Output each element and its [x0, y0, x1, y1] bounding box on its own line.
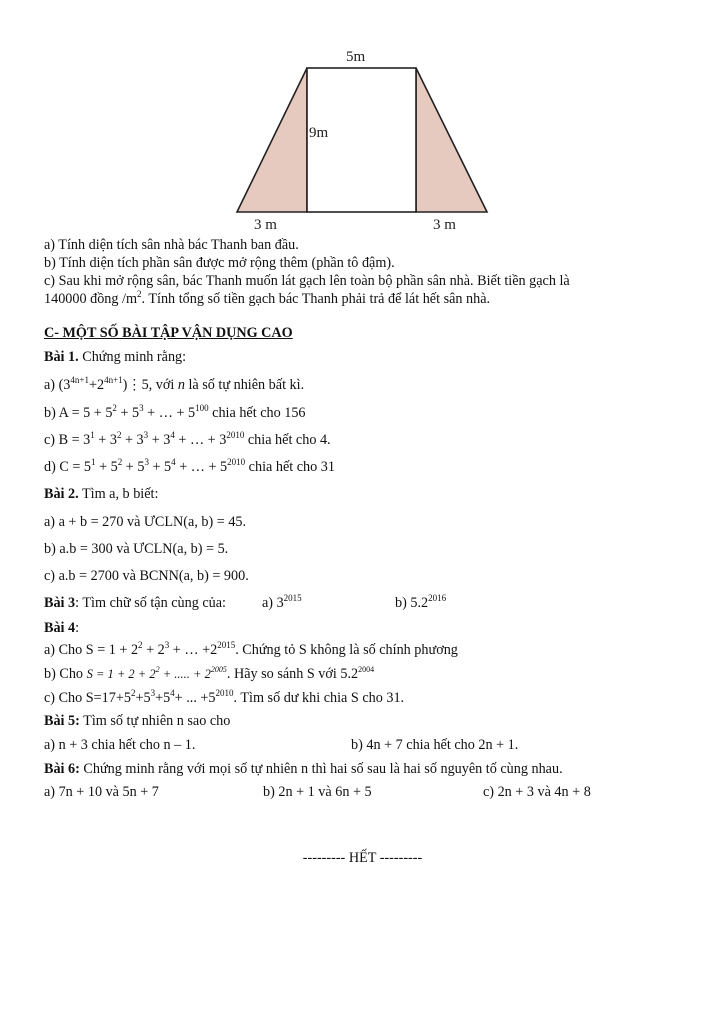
- question-c-text: 140000 đồng /m: [44, 291, 138, 307]
- bai4-b-formula: [87, 667, 227, 681]
- question-c-line1: c) Sau khi mở rộng sân, bác Thanh muốn lát gạch lên toàn bộ phần sân nhà. Biết tiền gạch là: [44, 273, 570, 289]
- bai4-c-t2: +5: [135, 690, 151, 706]
- bai4-a-t4: . Chứng tỏ S không là số chính phương: [235, 642, 458, 658]
- bai2-title: Bài 2.: [44, 486, 79, 502]
- bai1-d: [44, 458, 335, 476]
- bai4-a-s3: 2015: [217, 640, 236, 650]
- bai3-text: : Tìm chữ số tận cùng của:: [75, 595, 226, 611]
- section-heading: C- MỘT SỐ BÀI TẬP VẬN DỤNG CAO: [44, 325, 293, 341]
- bai1-c-t4: + 3: [148, 432, 171, 448]
- bai4-a-t3: + … +2: [169, 642, 218, 658]
- bai4-c-t5: . Tìm số dư khi chia S cho 31.: [233, 690, 405, 706]
- bai6-text: Chứng minh rằng với mọi số tự nhiên n thì hai số sau là hai số nguyên tố cùng nhau.: [79, 761, 563, 777]
- trapezoid-figure: [0, 0, 725, 240]
- bai3-a-sup: 2015: [283, 593, 302, 603]
- bai3-b-sup: 2016: [428, 593, 447, 603]
- bai4-c-s1: 2: [130, 688, 136, 698]
- bai1-d-t4: + 5: [148, 459, 172, 475]
- bai1-a: [44, 376, 304, 394]
- end-marker: --------- HẾT ---------: [302, 850, 423, 866]
- bai2-a: a) a + b = 270 và ƯCLN(a, b) = 45.: [44, 514, 247, 530]
- bai1-b-t1: b) A = 5 + 5: [44, 405, 113, 421]
- bai1-title: Bài 1.: [44, 349, 79, 365]
- bai1-text: Chứng minh rằng:: [78, 349, 187, 365]
- bai1-c-s3: 3: [143, 430, 149, 440]
- bai1-d-s5: 2010: [227, 457, 246, 467]
- bai1-d-s4: 4: [171, 457, 176, 467]
- bai6-header: [44, 760, 563, 778]
- bai4-a-t2: + 2: [142, 642, 165, 658]
- bai1-a-t4: là số tự nhiên bất kì.: [184, 377, 305, 393]
- bai4-b-f2: + ..... + 2: [159, 667, 211, 681]
- bai6-c: c) 2n + 3 và 4n + 8: [483, 784, 591, 800]
- bai5-a: a) n + 3 chia hết cho n – 1.: [44, 737, 196, 753]
- bai6-b: b) 2n + 1 và 6n + 5: [263, 784, 372, 800]
- bai1-c-t5: + … + 3: [174, 432, 227, 448]
- bai4-c: [44, 689, 404, 707]
- bai5-header: [44, 712, 230, 730]
- bai1-c-t2: + 3: [94, 432, 117, 448]
- bai2-header: [44, 485, 158, 503]
- bai1-c-t3: + 3: [121, 432, 144, 448]
- bai1-b-t2: + 5: [116, 405, 140, 421]
- bai4-c-s3: 4: [170, 688, 175, 698]
- bai1-d-t3: + 5: [122, 459, 145, 475]
- bai1-d-t1: d) C = 5: [44, 459, 92, 475]
- bai1-c-s2: 2: [116, 430, 122, 440]
- bai2-text: Tìm a, b biết:: [78, 486, 159, 502]
- top-dimension-label: 5m: [346, 49, 366, 65]
- bai4-b-t2: . Hãy so sánh S với 5.2: [226, 666, 359, 682]
- bai4-c-t1: c) Cho S=17+5: [44, 690, 131, 706]
- bai6-a: a) 7n + 10 và 5n + 7: [44, 784, 159, 800]
- bai1-d-s2: 2: [117, 457, 123, 467]
- bai1-a-s1: 4n+1: [70, 375, 89, 385]
- bai1-d-t6: chia hết cho 31: [245, 459, 335, 475]
- question-a: a) Tính diện tích sân nhà bác Thanh ban đầu.: [44, 237, 299, 253]
- bai1-a-n: n: [177, 377, 185, 393]
- bai1-a-s2: 4n+1: [104, 375, 123, 385]
- bai3: [44, 594, 226, 612]
- bai3-a-t: a) 3: [262, 595, 284, 611]
- bai1-c-t6: chia hết cho 4.: [244, 432, 331, 448]
- right-shaded-triangle: [416, 68, 487, 212]
- bai4-a-s2: 3: [164, 640, 170, 650]
- bai5-b: b) 4n + 7 chia hết cho 2n + 1.: [351, 737, 519, 753]
- bai3-a: [262, 594, 302, 612]
- bai2-b: b) a.b = 300 và ƯCLN(a, b) = 5.: [44, 541, 229, 557]
- bai4-b: [44, 665, 374, 683]
- bai4-b-f1: S = 1 + 2 + 2: [86, 667, 156, 681]
- bai3-title: Bài 3: [44, 595, 76, 611]
- bai4-b-fs2: 2005: [210, 665, 227, 674]
- bai1-c-t1: c) B = 3: [44, 432, 91, 448]
- bai3-b-t: b) 5.2: [395, 595, 429, 611]
- bai1-b-s3: 100: [195, 403, 209, 413]
- bai1-c-s5: 2010: [226, 430, 245, 440]
- bai1-d-s1: 1: [91, 457, 96, 467]
- height-dimension-label: 9m: [309, 125, 329, 141]
- bai4-b-fs1: 2: [155, 665, 160, 674]
- bai4-a-t1: a) Cho S = 1 + 2: [44, 642, 139, 658]
- right-dimension-label: 3 m: [433, 217, 456, 233]
- bai1-b-t3: + … + 5: [143, 405, 196, 421]
- bai2-c: c) a.b = 2700 và BCNN(a, b) = 900.: [44, 568, 249, 584]
- bai3-b: [395, 594, 446, 612]
- bai4-title: Bài 4: [44, 620, 76, 636]
- bai1-a-t2: +2: [88, 377, 105, 393]
- bai1-b-t4: chia hết cho 156: [208, 405, 306, 421]
- bai1-b-s1: 2: [112, 403, 117, 413]
- bai1-a-t1: a) (3: [44, 377, 71, 393]
- bai4-c-t4: + ... +5: [174, 690, 216, 706]
- bai4-a-s1: 2: [138, 640, 143, 650]
- bai1-d-t5: + … + 5: [175, 459, 228, 475]
- left-shaded-triangle: [237, 68, 307, 212]
- question-b: b) Tính diện tích phần sân được mở rộng thêm (phần tô đậm).: [44, 255, 395, 271]
- bai1-a-t3: )⋮5, với: [122, 377, 178, 393]
- question-c-line2: [44, 290, 490, 308]
- question-c-sup: 2: [137, 289, 142, 299]
- bai4-c-s4: 2010: [215, 688, 234, 698]
- bai5-text: Tìm số tự nhiên n sao cho: [79, 713, 231, 729]
- bai1-d-t2: + 5: [95, 459, 118, 475]
- bai4-header: [44, 619, 79, 637]
- bai1-c: [44, 431, 331, 449]
- bai4-c-s2: 3: [150, 688, 156, 698]
- left-dimension-label: 3 m: [254, 217, 277, 233]
- bai1-b-s2: 3: [139, 403, 144, 413]
- bai4-c-t3: +5: [155, 690, 171, 706]
- bai1-d-s3: 3: [144, 457, 149, 467]
- bai6-title: Bài 6:: [44, 761, 80, 777]
- bai1-c-s1: 1: [90, 430, 95, 440]
- bai4-b-ts: 2004: [358, 665, 375, 674]
- bai1-b: [44, 404, 306, 422]
- bai1-c-s4: 4: [170, 430, 175, 440]
- bai5-title: Bài 5:: [44, 713, 80, 729]
- bai1-header: [44, 348, 186, 366]
- bai4-b-t1: b) Cho: [44, 666, 87, 682]
- question-c-text-rest: . Tính tổng số tiền gạch bác Thanh phải trả để lát hết sân nhà.: [141, 291, 491, 307]
- bai4-a: [44, 641, 458, 659]
- bai4-colon: :: [75, 620, 80, 636]
